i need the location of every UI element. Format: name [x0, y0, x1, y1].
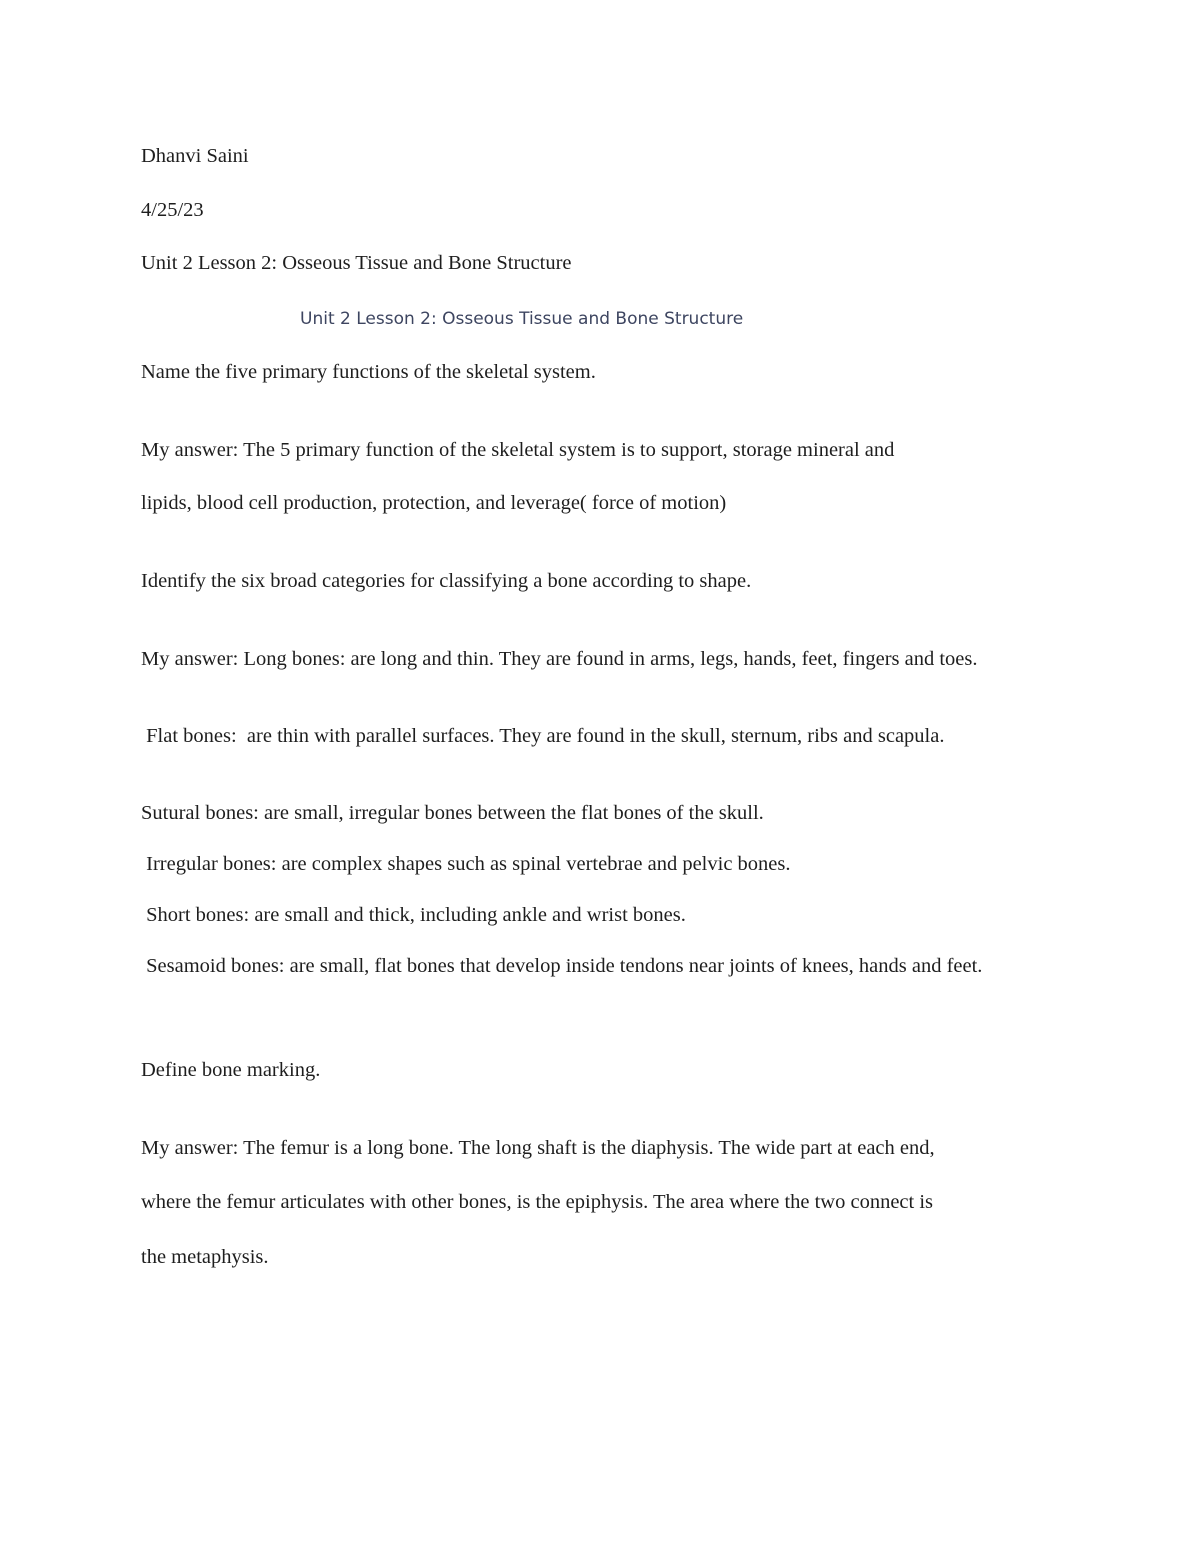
date: 4/25/23 — [141, 199, 204, 221]
student-name: Dhanvi Saini — [141, 145, 249, 167]
assignment-title: Unit 2 Lesson 2: Osseous Tissue and Bone Structure — [141, 252, 572, 274]
answer-1-line-1: My answer: The 5 primary function of the skeletal system is to support, storage mineral and — [141, 439, 895, 461]
assignment-subtitle: Unit 2 Lesson 2: Osseous Tissue and Bone Structure — [300, 309, 744, 329]
answer-2-irregular-bones: Irregular bones: are complex shapes such as spinal vertebrae and pelvic bones. — [141, 853, 791, 875]
answer-3-line-3: the metaphysis. — [141, 1246, 269, 1268]
answer-1-line-2: lipids, blood cell production, protection, and leverage( force of motion) — [141, 492, 727, 514]
question-3: Define bone marking. — [141, 1059, 321, 1081]
question-2: Identify the six broad categories for classifying a bone according to shape. — [141, 570, 752, 592]
answer-2-flat-bones: Flat bones: are thin with parallel surfaces. They are found in the skull, sternum, ribs and scapula. — [141, 725, 945, 747]
answer-2-short-bones: Short bones: are small and thick, including ankle and wrist bones. — [141, 904, 686, 926]
answer-2-sesamoid-bones: Sesamoid bones: are small, flat bones that develop inside tendons near joints of knees, hands and feet. — [141, 955, 983, 977]
answer-2-long-bones: My answer: Long bones: are long and thin. They are found in arms, legs, hands, feet, fingers and toes. — [141, 648, 978, 670]
answer-3-line-1: My answer: The femur is a long bone. The long shaft is the diaphysis. The wide part at each end, — [141, 1137, 935, 1159]
answer-2-sutural-bones: Sutural bones: are small, irregular bones between the flat bones of the skull. — [141, 802, 764, 824]
question-1: Name the five primary functions of the skeletal system. — [141, 361, 596, 383]
answer-3-line-2: where the femur articulates with other bones, is the epiphysis. The area where the two connect is — [141, 1191, 934, 1213]
